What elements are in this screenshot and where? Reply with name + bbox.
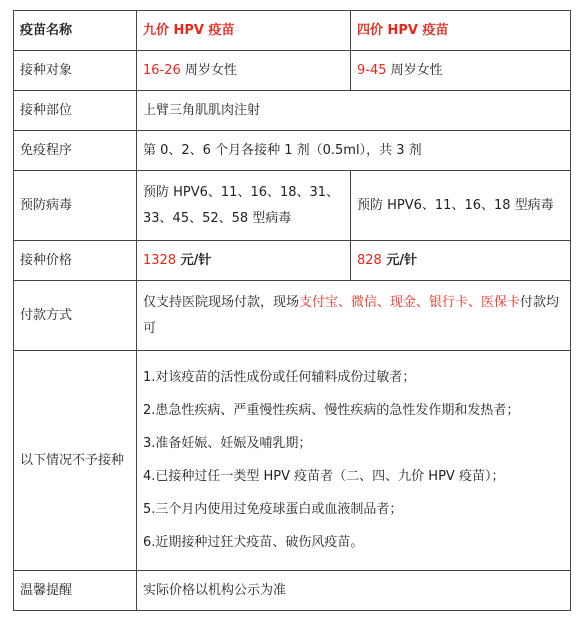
price-nine-number: 1328 xyxy=(143,252,177,268)
schedule-value: 第 0、2、6 个月各接种 1 剂（0.5ml），共 3 剂 xyxy=(137,131,571,171)
row-payment xyxy=(14,281,571,351)
header-row xyxy=(14,11,571,51)
contra-item: 2.患急性疾病、严重慢性疾病、慢性疾病的急性发作期和发热者； xyxy=(143,402,520,418)
target-nine-age: 16-26 xyxy=(143,62,181,78)
reminder-label: 温馨提醒 xyxy=(14,571,137,611)
row-target xyxy=(14,51,571,91)
contra-item: 4.已接种过任一类型 HPV 疫苗者（二、四、九价 HPV 疫苗）； xyxy=(143,468,505,484)
target-label: 接种对象 xyxy=(14,51,137,91)
site-value: 上臂三角肌肌肉注射 xyxy=(137,91,571,131)
row-contraindications xyxy=(14,351,571,571)
row-site xyxy=(14,91,571,131)
row-prevent xyxy=(14,171,571,241)
header-label: 疫苗名称 xyxy=(14,11,137,51)
row-schedule xyxy=(14,131,571,171)
schedule-label: 免疫程序 xyxy=(14,131,137,171)
price-label: 接种价格 xyxy=(14,241,137,281)
price-four-number: 828 xyxy=(357,252,382,268)
payment-methods: 支付宝、微信、现金、银行卡、医保卡 xyxy=(299,294,521,310)
contra-label: 以下情况不予接种 xyxy=(14,351,137,571)
payment-suffix: 付款均可 xyxy=(143,294,560,336)
target-four-age: 9-45 xyxy=(357,62,387,78)
target-nine-rest: 周岁女性 xyxy=(180,62,237,78)
price-four-unit: 元/针 xyxy=(381,252,418,268)
header-four-valent: 四价 HPV 疫苗 xyxy=(351,11,571,51)
site-label: 接种部位 xyxy=(14,91,137,131)
contra-item: 1.对该疫苗的活性成份或任何辅料成份过敏者； xyxy=(143,369,416,385)
price-nine-unit: 元/针 xyxy=(176,252,212,268)
payment-value xyxy=(137,281,571,351)
target-four-valent xyxy=(351,51,571,91)
price-four-valent xyxy=(351,241,571,281)
vaccine-comparison-table xyxy=(13,10,571,611)
target-nine-valent xyxy=(137,51,351,91)
contra-item: 6.近期接种过狂犬疫苗、破伤风疫苗。 xyxy=(143,534,364,550)
contra-item: 5.三个月内使用过免疫球蛋白或血液制品者； xyxy=(143,501,403,517)
contra-item: 3.准备妊娠、妊娠及哺乳期； xyxy=(143,435,312,451)
contra-list xyxy=(137,351,571,571)
payment-prefix: 仅支持医院现场付款，现场 xyxy=(143,294,300,310)
vaccine-comparison-table-wrapper xyxy=(13,10,570,611)
price-nine-valent xyxy=(137,241,351,281)
payment-label: 付款方式 xyxy=(14,281,137,351)
target-four-rest: 周岁女性 xyxy=(386,62,443,78)
reminder-value: 实际价格以机构公示为准 xyxy=(137,571,571,611)
header-nine-valent: 九价 HPV 疫苗 xyxy=(137,11,351,51)
row-price xyxy=(14,241,571,281)
prevent-nine-valent: 预防 HPV6、11、16、18、31、33、45、52、58 型病毒 xyxy=(137,171,351,241)
prevent-four-valent: 预防 HPV6、11、16、18 型病毒 xyxy=(351,171,571,241)
prevent-label: 预防病毒 xyxy=(14,171,137,241)
row-reminder xyxy=(14,571,571,611)
